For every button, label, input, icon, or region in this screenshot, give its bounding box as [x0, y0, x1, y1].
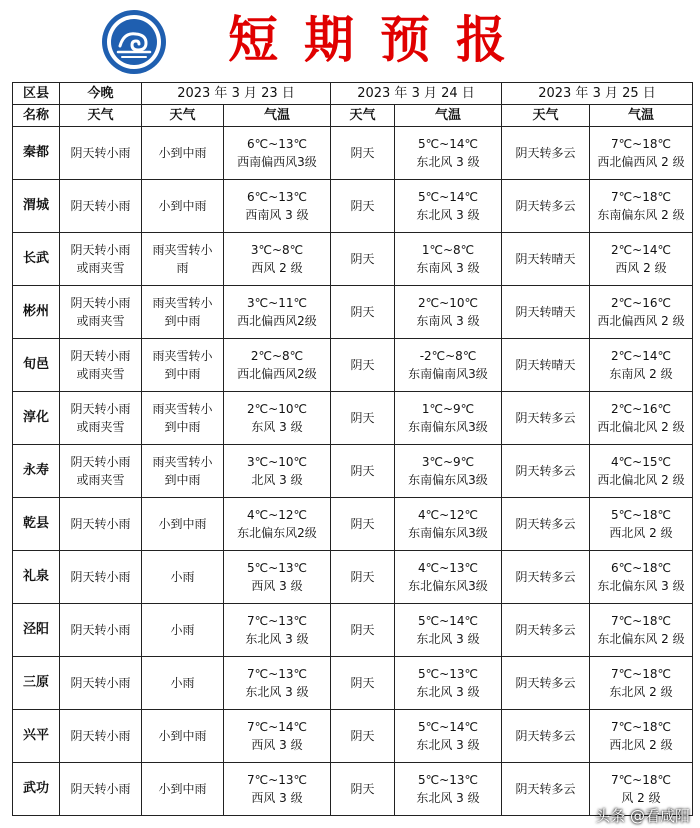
d1-temp-wind-line: 2℃~8℃ [250, 349, 304, 363]
tonight-weather-line: 阴天转小雨 [70, 402, 131, 416]
d2-temp-wind-line: 5℃~14℃ [418, 137, 478, 151]
d1-temp-wind [224, 127, 331, 180]
tonight-weather [60, 763, 142, 816]
table-row [13, 286, 693, 339]
d1-temp-wind-line: 东北风 3 级 [245, 632, 309, 646]
d1-weather [142, 710, 224, 763]
d2-weather-line: 阴天 [350, 252, 375, 266]
d2-temp-wind-line: 东南偏东风3级 [408, 526, 488, 540]
tonight-weather-line: 阴天转小雨 [70, 517, 131, 531]
table-row [13, 498, 693, 551]
d2-weather-line: 阴天 [350, 517, 375, 531]
d1-temp-wind-line: 2℃~10℃ [247, 402, 307, 416]
district-name-line: 乾县 [22, 516, 49, 531]
d3-weather [502, 286, 590, 339]
district-name-line: 永寿 [22, 463, 49, 478]
table-row [13, 604, 693, 657]
d1-weather-line: 小到中雨 [158, 729, 207, 743]
table-row [13, 445, 693, 498]
d2-temp-wind-line: 东北偏东风3级 [408, 579, 488, 593]
d1-temp-wind-line: 西北偏西风2级 [237, 314, 317, 328]
d1-temp-wind-line: 7℃~13℃ [247, 614, 307, 628]
d1-weather [142, 498, 224, 551]
d3-temp-wind [590, 551, 693, 604]
tonight-weather-line: 阴天转小雨 [70, 676, 131, 690]
d1-weather-line: 小到中雨 [158, 517, 207, 531]
d3-weather [502, 233, 590, 286]
d2-temp-wind-line: 东南风 3 级 [416, 261, 480, 275]
table-row [13, 551, 693, 604]
d2-temp-wind [395, 233, 502, 286]
district-name [13, 657, 60, 710]
d3-temp-wind [590, 233, 693, 286]
tonight-weather [60, 180, 142, 233]
d1-temp-wind [224, 392, 331, 445]
d1-weather-line: 小到中雨 [158, 782, 207, 796]
d2-temp-wind [395, 339, 502, 392]
header-d2-temp: 气温 [395, 105, 502, 127]
d3-weather-line: 阴天转多云 [515, 623, 576, 637]
d3-temp-wind-line: 2℃~16℃ [611, 296, 671, 310]
d3-weather [502, 657, 590, 710]
d3-temp-wind-line: 2℃~16℃ [611, 402, 671, 416]
d3-weather [502, 127, 590, 180]
d3-temp-wind-line: 西北偏西风 2 级 [597, 314, 685, 328]
table-row [13, 710, 693, 763]
d2-weather-line: 阴天 [350, 623, 375, 637]
header-d1-temp: 气温 [224, 105, 331, 127]
district-name-line: 渭城 [22, 198, 49, 213]
header-tonight-weather: 天气 [60, 105, 142, 127]
district-name [13, 392, 60, 445]
d3-temp-wind-line: 7℃~18℃ [611, 720, 671, 734]
d2-weather [331, 233, 395, 286]
d2-temp-wind-line: 东北风 3 级 [416, 791, 480, 805]
d3-weather [502, 445, 590, 498]
d3-temp-wind [590, 710, 693, 763]
d1-weather-line: 到中雨 [164, 473, 201, 487]
d1-weather-line: 雨 [176, 261, 189, 275]
d2-temp-wind-line: 4℃~13℃ [418, 561, 478, 575]
d1-temp-wind-line: 东风 3 级 [251, 420, 303, 434]
d2-weather [331, 180, 395, 233]
d2-weather-line: 阴天 [350, 199, 375, 213]
header-day2: 2023 年 3 月 24 日 [331, 83, 502, 105]
d2-weather [331, 551, 395, 604]
d1-temp-wind-line: 4℃~12℃ [247, 508, 307, 522]
d3-temp-wind [590, 657, 693, 710]
d1-weather [142, 180, 224, 233]
d2-temp-wind [395, 604, 502, 657]
d1-weather-line: 到中雨 [164, 420, 201, 434]
d1-temp-wind [224, 763, 331, 816]
d1-temp-wind-line: 6℃~13℃ [247, 190, 307, 204]
d2-temp-wind [395, 657, 502, 710]
d3-weather [502, 339, 590, 392]
d2-temp-wind-line: 5℃~13℃ [418, 667, 478, 681]
d1-temp-wind [224, 180, 331, 233]
table-row [13, 763, 693, 816]
d3-temp-wind [590, 339, 693, 392]
tonight-weather-line: 或雨夹雪 [76, 261, 125, 275]
tonight-weather-line: 阴天转小雨 [70, 782, 131, 796]
d3-weather [502, 498, 590, 551]
d3-temp-wind-line: 2℃~14℃ [611, 243, 671, 257]
d2-temp-wind [395, 498, 502, 551]
watermark: 头条 @看咸阳 [595, 807, 690, 825]
district-name [13, 498, 60, 551]
d3-weather [502, 392, 590, 445]
d2-temp-wind-line: 东南风 3 级 [416, 314, 480, 328]
d2-temp-wind-line: 东北风 3 级 [416, 685, 480, 699]
d3-weather-line: 阴天转多云 [515, 782, 576, 796]
d1-temp-wind-line: 西南风 3 级 [245, 208, 309, 222]
d2-temp-wind-line: 1℃~9℃ [421, 402, 475, 416]
d2-temp-wind [395, 286, 502, 339]
district-name-line: 旬邑 [22, 357, 49, 372]
d3-temp-wind [590, 604, 693, 657]
tonight-weather-line: 阴天转小雨 [70, 349, 131, 363]
tonight-weather-line: 阴天转小雨 [70, 455, 131, 469]
d3-weather [502, 551, 590, 604]
d1-temp-wind [224, 339, 331, 392]
d1-temp-wind-line: 5℃~13℃ [247, 561, 307, 575]
d2-weather [331, 710, 395, 763]
d1-temp-wind [224, 445, 331, 498]
d3-temp-wind-line: 7℃~18℃ [611, 190, 671, 204]
d1-weather-line: 小雨 [170, 623, 195, 637]
tonight-weather [60, 498, 142, 551]
d3-temp-wind-line: 东南风 2 级 [609, 367, 673, 381]
header-d3-temp: 气温 [590, 105, 693, 127]
d3-temp-wind-line: 东北风 2 级 [609, 685, 673, 699]
d1-weather-line: 小到中雨 [158, 146, 207, 160]
d3-weather-line: 阴天转多云 [515, 411, 576, 425]
d1-temp-wind-line: 3℃~10℃ [247, 455, 307, 469]
d1-weather [142, 127, 224, 180]
d3-temp-wind [590, 286, 693, 339]
d3-weather-line: 阴天转晴天 [515, 305, 576, 319]
d1-weather-line: 雨夹雪转小 [152, 243, 213, 257]
tonight-weather-line: 或雨夹雪 [76, 314, 125, 328]
d2-weather-line: 阴天 [350, 570, 375, 584]
header-district: 区县 [13, 83, 60, 105]
tonight-weather [60, 392, 142, 445]
district-name [13, 180, 60, 233]
d1-temp-wind [224, 604, 331, 657]
d3-temp-wind-line: 东北偏东风 2 级 [597, 632, 685, 646]
d2-temp-wind-line: 东北风 3 级 [416, 738, 480, 752]
header-tonight: 今晚 [60, 83, 142, 105]
d1-temp-wind-line: 西风 3 级 [251, 791, 303, 805]
district-name-line: 淳化 [22, 410, 49, 425]
district-name [13, 127, 60, 180]
d2-weather [331, 392, 395, 445]
d1-temp-wind-line: 3℃~11℃ [247, 296, 307, 310]
d2-weather-line: 阴天 [350, 146, 375, 160]
district-name [13, 710, 60, 763]
d3-temp-wind [590, 498, 693, 551]
tonight-weather [60, 604, 142, 657]
d2-temp-wind-line: 5℃~14℃ [418, 614, 478, 628]
d2-weather [331, 286, 395, 339]
d2-temp-wind-line: 5℃~13℃ [418, 773, 478, 787]
d2-temp-wind-line: 3℃~9℃ [421, 455, 475, 469]
tonight-weather-line: 阴天转小雨 [70, 243, 131, 257]
tonight-weather-line: 阴天转小雨 [70, 570, 131, 584]
forecast-table [12, 82, 693, 816]
d3-temp-wind-line: 风 2 级 [621, 791, 661, 805]
tonight-weather [60, 286, 142, 339]
d1-temp-wind-line: 东北风 3 级 [245, 685, 309, 699]
d3-temp-wind-line: 6℃~18℃ [611, 561, 671, 575]
d1-temp-wind-line: 7℃~13℃ [247, 773, 307, 787]
d2-temp-wind [395, 445, 502, 498]
district-name [13, 286, 60, 339]
d1-temp-wind-line: 西风 3 级 [251, 738, 303, 752]
d3-temp-wind [590, 445, 693, 498]
d2-weather-line: 阴天 [350, 411, 375, 425]
d2-temp-wind [395, 551, 502, 604]
d1-temp-wind-line: 西南偏西风3级 [237, 155, 317, 169]
d2-weather [331, 498, 395, 551]
d1-temp-wind-line: 东北偏东风2级 [237, 526, 317, 540]
tonight-weather-line: 阴天转小雨 [70, 623, 131, 637]
d2-temp-wind-line: 东南偏东风3级 [408, 473, 488, 487]
d2-temp-wind-line: 5℃~14℃ [418, 720, 478, 734]
header-d2-weather: 天气 [331, 105, 395, 127]
d1-weather [142, 551, 224, 604]
tonight-weather-line: 或雨夹雪 [76, 420, 125, 434]
district-name [13, 551, 60, 604]
d3-weather [502, 710, 590, 763]
d2-temp-wind [395, 127, 502, 180]
d2-temp-wind-line: 5℃~14℃ [418, 190, 478, 204]
d1-weather-line: 雨夹雪转小 [152, 402, 213, 416]
table-row [13, 339, 693, 392]
d2-weather [331, 339, 395, 392]
d1-weather-line: 小雨 [170, 676, 195, 690]
district-name-line: 泾阳 [22, 622, 49, 637]
district-name-line: 长武 [22, 251, 49, 266]
d3-temp-wind-line: 东南偏东风 2 级 [597, 208, 685, 222]
d1-weather [142, 657, 224, 710]
d3-weather-line: 阴天转晴天 [515, 252, 576, 266]
d3-temp-wind-line: 2℃~14℃ [611, 349, 671, 363]
d2-weather-line: 阴天 [350, 782, 375, 796]
d2-temp-wind-line: -2℃~8℃ [419, 349, 477, 363]
d3-weather-line: 阴天转晴天 [515, 358, 576, 372]
d1-temp-wind [224, 233, 331, 286]
district-name-line: 兴平 [22, 728, 49, 743]
d1-weather [142, 233, 224, 286]
district-name [13, 445, 60, 498]
district-name-line: 三原 [22, 675, 49, 690]
page-title: 短期预报 [228, 10, 532, 69]
d3-temp-wind-line: 西风 2 级 [615, 261, 667, 275]
d1-temp-wind [224, 551, 331, 604]
d2-weather-line: 阴天 [350, 305, 375, 319]
d1-temp-wind-line: 6℃~13℃ [247, 137, 307, 151]
d3-weather [502, 604, 590, 657]
d3-temp-wind-line: 4℃~15℃ [611, 455, 671, 469]
d1-temp-wind-line: 西北偏西风2级 [237, 367, 317, 381]
district-name-line: 彬州 [22, 304, 49, 319]
d2-weather [331, 763, 395, 816]
d1-weather [142, 286, 224, 339]
district-name-line: 武功 [22, 781, 49, 796]
tonight-weather-line: 或雨夹雪 [76, 473, 125, 487]
d1-weather-line: 到中雨 [164, 314, 201, 328]
d1-weather [142, 445, 224, 498]
d2-weather-line: 阴天 [350, 676, 375, 690]
d3-weather-line: 阴天转多云 [515, 729, 576, 743]
d2-temp-wind-line: 4℃~12℃ [418, 508, 478, 522]
d3-weather-line: 阴天转多云 [515, 199, 576, 213]
d1-weather-line: 雨夹雪转小 [152, 349, 213, 363]
table-row [13, 233, 693, 286]
d3-temp-wind-line: 东北偏东风 3 级 [597, 579, 685, 593]
d2-temp-wind-line: 东北风 3 级 [416, 155, 480, 169]
d2-temp-wind [395, 763, 502, 816]
table-row [13, 180, 693, 233]
district-name-line: 礼泉 [22, 569, 49, 584]
d3-temp-wind-line: 7℃~18℃ [611, 773, 671, 787]
d3-weather-line: 阴天转多云 [515, 676, 576, 690]
header-day1: 2023 年 3 月 23 日 [142, 83, 331, 105]
header-d1-weather: 天气 [142, 105, 224, 127]
d2-temp-wind-line: 东北风 3 级 [416, 208, 480, 222]
d1-weather-line: 雨夹雪转小 [152, 455, 213, 469]
d3-temp-wind-line: 7℃~18℃ [611, 667, 671, 681]
d3-temp-wind-line: 西北风 2 级 [609, 738, 673, 752]
d2-weather-line: 阴天 [350, 358, 375, 372]
d1-weather-line: 小到中雨 [158, 199, 207, 213]
d3-temp-wind-line: 7℃~18℃ [611, 137, 671, 151]
d1-weather-line: 到中雨 [164, 367, 201, 381]
page-header [0, 0, 700, 82]
d2-weather [331, 657, 395, 710]
tonight-weather-line: 阴天转小雨 [70, 199, 131, 213]
district-name [13, 233, 60, 286]
district-name [13, 339, 60, 392]
d2-weather-line: 阴天 [350, 729, 375, 743]
d2-weather [331, 445, 395, 498]
d3-temp-wind [590, 392, 693, 445]
d1-temp-wind [224, 498, 331, 551]
d3-weather [502, 180, 590, 233]
tonight-weather [60, 233, 142, 286]
header-name: 名称 [13, 105, 60, 127]
d2-weather [331, 127, 395, 180]
header-row-dates [13, 83, 693, 105]
tonight-weather-line: 阴天转小雨 [70, 296, 131, 310]
d3-temp-wind-line: 5℃~18℃ [611, 508, 671, 522]
district-name [13, 604, 60, 657]
d3-temp-wind-line: 7℃~18℃ [611, 614, 671, 628]
d1-weather-line: 雨夹雪转小 [152, 296, 213, 310]
d2-temp-wind [395, 710, 502, 763]
d1-temp-wind-line: 7℃~14℃ [247, 720, 307, 734]
table-row [13, 127, 693, 180]
d2-temp-wind-line: 1℃~8℃ [421, 243, 475, 257]
d1-temp-wind [224, 286, 331, 339]
d3-weather-line: 阴天转多云 [515, 570, 576, 584]
d1-temp-wind-line: 7℃~13℃ [247, 667, 307, 681]
d3-temp-wind-line: 西北偏西风 2 级 [597, 155, 685, 169]
tonight-weather [60, 710, 142, 763]
d3-weather-line: 阴天转多云 [515, 464, 576, 478]
table-row [13, 392, 693, 445]
d1-temp-wind [224, 657, 331, 710]
district-name [13, 763, 60, 816]
d3-weather [502, 763, 590, 816]
d1-weather [142, 604, 224, 657]
d2-temp-wind [395, 180, 502, 233]
d1-temp-wind-line: 北风 3 级 [251, 473, 303, 487]
d1-weather-line: 小雨 [170, 570, 195, 584]
d3-temp-wind-line: 西北偏北风 2 级 [597, 420, 685, 434]
d3-temp-wind [590, 127, 693, 180]
d2-temp-wind-line: 2℃~10℃ [418, 296, 478, 310]
d1-weather [142, 392, 224, 445]
d3-temp-wind-line: 西北偏北风 2 级 [597, 473, 685, 487]
tonight-weather-line: 阴天转小雨 [70, 146, 131, 160]
header-row-fields [13, 105, 693, 127]
d3-weather-line: 阴天转多云 [515, 517, 576, 531]
d1-weather [142, 763, 224, 816]
tonight-weather [60, 339, 142, 392]
d2-temp-wind-line: 东南偏南风3级 [408, 367, 488, 381]
district-name-line: 秦都 [22, 145, 49, 160]
header-d3-weather: 天气 [502, 105, 590, 127]
header-day3: 2023 年 3 月 25 日 [502, 83, 693, 105]
tonight-weather-line: 或雨夹雪 [76, 367, 125, 381]
d2-temp-wind [395, 392, 502, 445]
d3-temp-wind-line: 西北风 2 级 [609, 526, 673, 540]
tonight-weather [60, 551, 142, 604]
tonight-weather [60, 127, 142, 180]
d2-temp-wind-line: 东北风 3 级 [416, 632, 480, 646]
d1-temp-wind [224, 710, 331, 763]
d3-temp-wind [590, 180, 693, 233]
tonight-weather [60, 445, 142, 498]
tonight-weather [60, 657, 142, 710]
d1-temp-wind-line: 西风 2 级 [251, 261, 303, 275]
d1-weather [142, 339, 224, 392]
meteorological-logo-icon [100, 8, 168, 76]
d1-temp-wind-line: 3℃~8℃ [250, 243, 304, 257]
table-row [13, 657, 693, 710]
d2-weather [331, 604, 395, 657]
d3-weather-line: 阴天转多云 [515, 146, 576, 160]
d2-weather-line: 阴天 [350, 464, 375, 478]
d2-temp-wind-line: 东南偏东风3级 [408, 420, 488, 434]
tonight-weather-line: 阴天转小雨 [70, 729, 131, 743]
d1-temp-wind-line: 西风 3 级 [251, 579, 303, 593]
